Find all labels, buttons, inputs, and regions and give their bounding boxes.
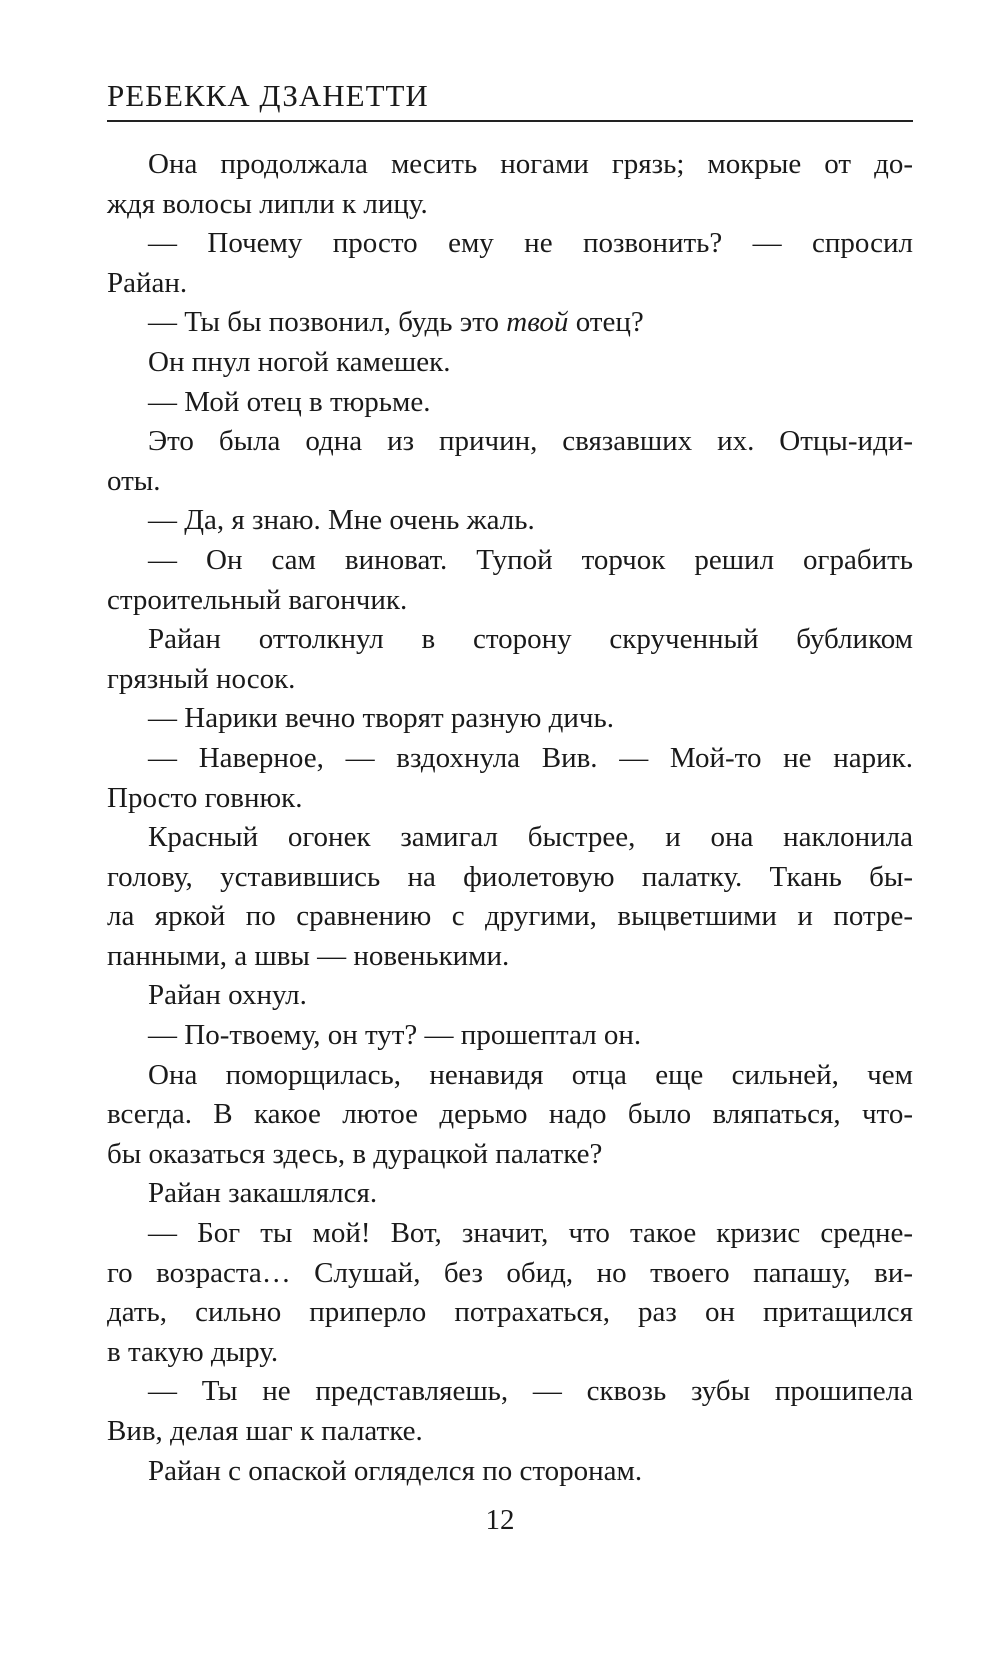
text-line: Вив, делая шаг к палатке. xyxy=(107,1415,423,1447)
text-line: ла яркой по сравнению с другими, выцветшими и потре- xyxy=(107,900,913,933)
text-line: Райан закашлялся. xyxy=(148,1177,378,1210)
text-line: грязный носок. xyxy=(107,662,296,695)
text-line: Красный огонек замигал быстрее, и она наклонила xyxy=(148,821,913,854)
text-line: панными, а швы — новенькими. xyxy=(107,939,510,972)
text-line: Он пнул ногой камешек. xyxy=(148,345,451,378)
text-line: Райан. xyxy=(107,266,188,299)
text-line: — Да, я знаю. Мне очень жаль. xyxy=(148,504,535,537)
text-segment: — Ты бы позвонил, будь это xyxy=(148,306,500,339)
text-line: го возраста… Слушай, без обид, но твоего папашу, ви- xyxy=(107,1256,913,1289)
text-line: — По-твоему, он тут? — прошептал он. xyxy=(148,1019,642,1052)
italic-word: твой xyxy=(506,306,569,339)
text-line: в такую дыру. xyxy=(107,1335,279,1368)
text-line: дать, сильно приперло потрахаться, раз он притащился xyxy=(107,1296,913,1329)
text-line: Райан оттолкнул в сторону скрученный бубликом xyxy=(148,623,913,656)
text-line: Она поморщилась, ненавидя отца еще сильней, чем xyxy=(148,1058,913,1091)
text-line: оты. xyxy=(107,464,161,497)
text-line: бы оказаться здесь, в дурацкой палатке? xyxy=(107,1137,603,1170)
body-text xyxy=(107,145,913,1491)
text-line: Райан с опаской огляделся по сторонам. xyxy=(148,1454,643,1487)
page-number: 12 xyxy=(485,1504,515,1536)
text-line: голову, уставившись на фиолетовую палатку. Ткань бы- xyxy=(107,860,913,893)
text-line: всегда. В какое лютое дерьмо надо было вляпаться, что- xyxy=(107,1098,913,1131)
text-line: строительный вагончик. xyxy=(107,583,408,616)
text-line: Она продолжала месить ногами грязь; мокрые от до- xyxy=(148,148,913,180)
text-line: ждя волосы липли к лицу. xyxy=(107,187,428,220)
text-line: Просто говнюк. xyxy=(107,781,303,814)
text-segment: отец? xyxy=(575,306,644,339)
running-head-author: РЕБЕККА ДЗАНЕТТИ xyxy=(107,78,429,113)
text-line: — Мой отец в тюрьме. xyxy=(148,385,431,418)
text-line: — Почему просто ему не позвонить? — спросил xyxy=(148,227,913,260)
text-line: Райан охнул. xyxy=(148,979,307,1012)
text-line: — Бог ты мой! Вот, значит, что такое кризис средне- xyxy=(148,1217,913,1250)
header-rule xyxy=(107,120,913,122)
text-line xyxy=(107,303,913,343)
text-line: — Ты не представляешь, — сквозь зубы прошипела xyxy=(148,1375,913,1408)
text-line: — Он сам виноват. Тупой торчок решил ограбить xyxy=(148,543,913,576)
text-line: — Нарики вечно творят разную дичь. xyxy=(148,702,614,735)
text-line: Это была одна из причин, связавших их. Отцы-иди- xyxy=(148,425,913,458)
text-line: — Наверное, — вздохнула Вив. — Мой-то не нарик. xyxy=(148,741,913,774)
